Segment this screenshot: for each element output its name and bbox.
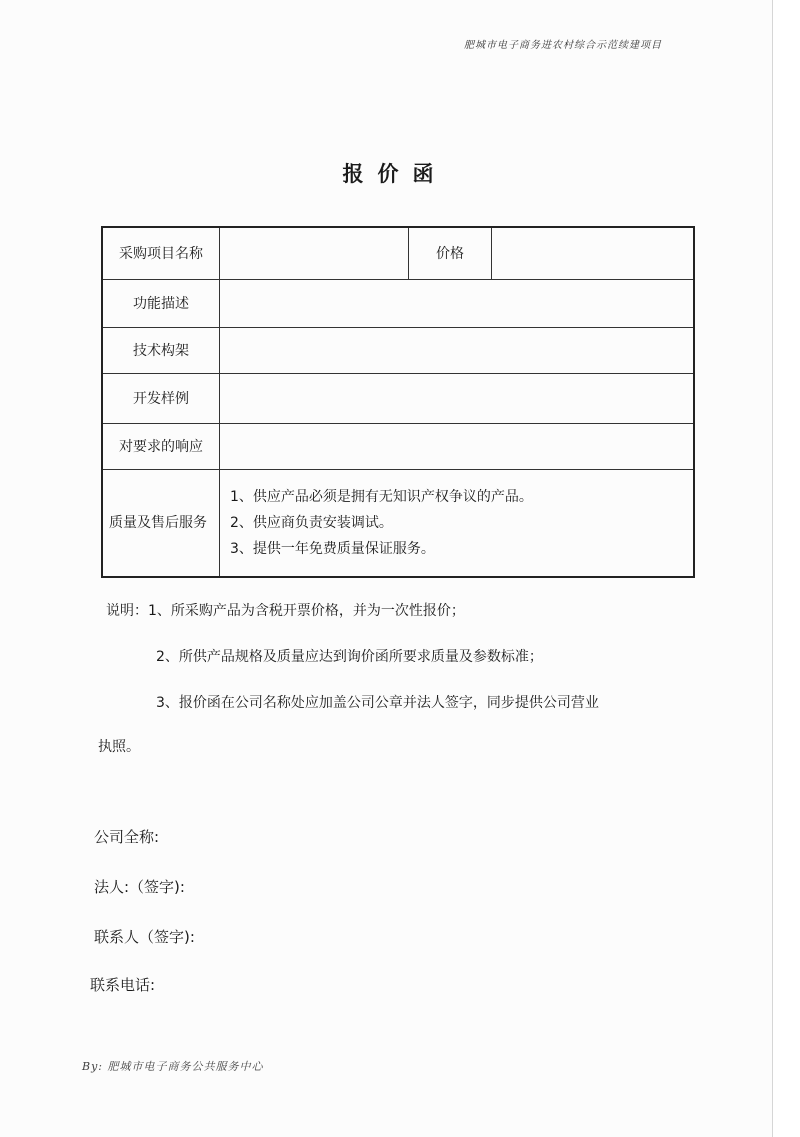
table-row	[102, 227, 694, 279]
function-cell	[220, 279, 695, 327]
sample-label: 开发样例	[102, 373, 220, 423]
service-cell	[220, 469, 695, 577]
company-name-field-label: 公司全称:	[94, 828, 160, 846]
contact-field-label: 联系人（签字):	[94, 928, 195, 946]
note-line-3-cont: 执照。	[98, 739, 140, 755]
legal-rep-field-label: 法人:（签字):	[94, 878, 185, 896]
phone-field-label: 联系电话:	[90, 976, 156, 994]
note-line-3: 3、报价函在公司名称处应加盖公司公章并法人签字，同步提供公司营业	[156, 695, 599, 711]
project-name-label: 采购项目名称	[102, 227, 220, 279]
project-name-cell	[220, 227, 409, 279]
page-title: 报价函	[342, 162, 448, 186]
response-cell	[220, 423, 695, 469]
function-label: 功能描述	[102, 279, 220, 327]
price-label: 价格	[409, 227, 492, 279]
table-row	[102, 423, 694, 469]
response-label: 对要求的响应	[102, 423, 220, 469]
quote-table	[101, 226, 695, 578]
service-list	[228, 484, 685, 562]
table-row	[102, 327, 694, 373]
list-item: 1、供应产品必须是拥有无知识产权争议的产品。	[230, 488, 533, 505]
tech-label: 技术构架	[102, 327, 220, 373]
sample-cell	[220, 373, 695, 423]
table-row	[102, 373, 694, 423]
table-row	[102, 279, 694, 327]
list-item: 2、供应商负责安装调试。	[230, 514, 393, 531]
header-note: 肥城市电子商务进农村综合示范续建项目	[464, 40, 662, 51]
price-cell	[492, 227, 695, 279]
tech-cell	[220, 327, 695, 373]
note-line-2: 2、所供产品规格及质量应达到询价函所要求质量及参数标准；	[156, 649, 543, 665]
service-label: 质量及售后服务	[102, 469, 220, 577]
footer-note: By: 肥城市电子商务公共服务中心	[82, 1060, 264, 1073]
list-item: 3、提供一年免费质量保证服务。	[230, 540, 435, 557]
table-row	[102, 469, 694, 577]
note-line-1: 说明：1、所采购产品为含税开票价格，并为一次性报价；	[106, 603, 465, 619]
